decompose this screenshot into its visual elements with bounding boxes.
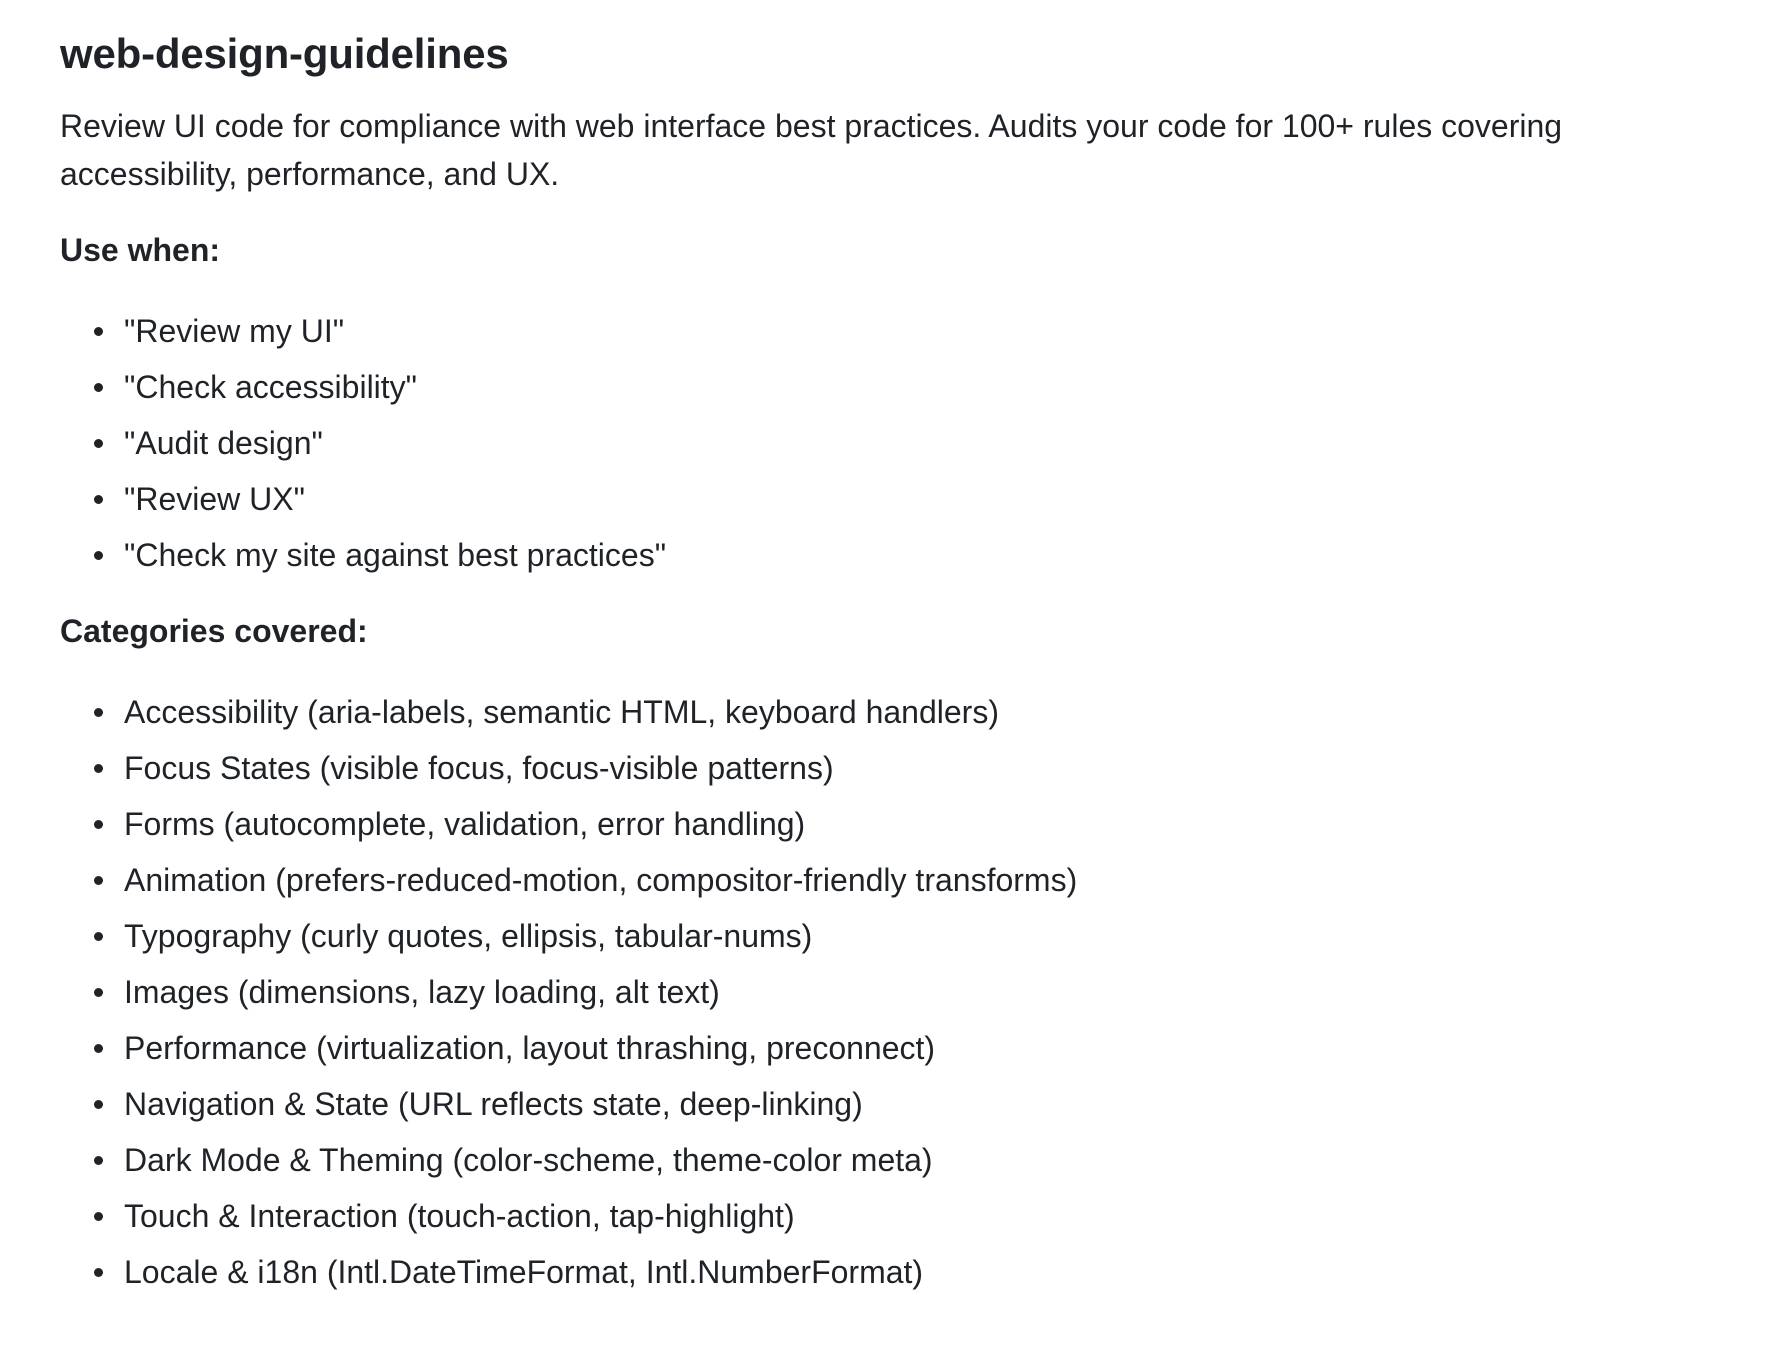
list-item [94,1136,1728,1184]
list-item [94,1192,1728,1240]
list-item [94,419,1728,467]
bullet-icon [94,876,103,885]
list-item [94,1080,1728,1128]
bullet-icon [94,551,103,560]
list-item-text: "Review UX" [124,481,305,517]
bullet-icon [94,327,103,336]
list-item-text: Performance (virtualization, layout thrashing, preconnect) [124,1030,936,1066]
bullet-icon [94,495,103,504]
list-item [94,968,1728,1016]
use-when-list [60,307,1728,579]
list-item-text: "Check accessibility" [124,369,418,405]
list-item [94,363,1728,411]
bullet-icon [94,820,103,829]
list-item [94,856,1728,904]
list-item-text: Typography (curly quotes, ellipsis, tabular-nums) [124,918,813,954]
categories-covered-heading: Categories covered: [60,613,368,649]
document-title: web-design-guidelines [60,30,509,77]
bullet-icon [94,439,103,448]
bullet-icon [94,932,103,941]
list-item [94,1024,1728,1072]
list-item-text: Dark Mode & Theming (color-scheme, theme-color meta) [124,1142,933,1178]
list-item [94,912,1728,960]
bullet-icon [94,708,103,717]
use-when-heading: Use when: [60,232,221,268]
list-item [94,531,1728,579]
list-item [94,800,1728,848]
list-item-text: Images (dimensions, lazy loading, alt text) [124,974,720,1010]
list-item [94,744,1728,792]
list-item-text: Accessibility (aria-labels, semantic HTML, keyboard handlers) [124,694,999,730]
categories-list [60,688,1728,1296]
bullet-icon [94,1100,103,1109]
bullet-icon [94,1044,103,1053]
list-item [94,1248,1728,1296]
bullet-icon [94,1156,103,1165]
list-item-text: "Review my UI" [124,313,345,349]
list-item-text: Navigation & State (URL reflects state, deep-linking) [124,1086,863,1122]
list-item-text: Animation (prefers-reduced-motion, compositor-friendly transforms) [124,862,1078,898]
list-item-text: Focus States (visible focus, focus-visible patterns) [124,750,834,786]
list-item-text: Touch & Interaction (touch-action, tap-highlight) [124,1198,795,1234]
bullet-icon [94,988,103,997]
bullet-icon [94,764,103,773]
bullet-icon [94,1268,103,1277]
list-item-text: "Check my site against best practices" [124,537,667,573]
list-item-text: Forms (autocomplete, validation, error handling) [124,806,806,842]
bullet-icon [94,383,103,392]
list-item-text: "Audit design" [124,425,323,461]
list-item [94,307,1728,355]
list-item-text: Locale & i18n (Intl.DateTimeFormat, Intl.NumberFormat) [124,1254,924,1290]
bullet-icon [94,1212,103,1221]
list-item [94,688,1728,736]
document-description: Review UI code for compliance with web interface best practices. Audits your code for 100+ rules covering accessibility, performance, and UX. [60,108,1563,192]
list-item [94,475,1728,523]
